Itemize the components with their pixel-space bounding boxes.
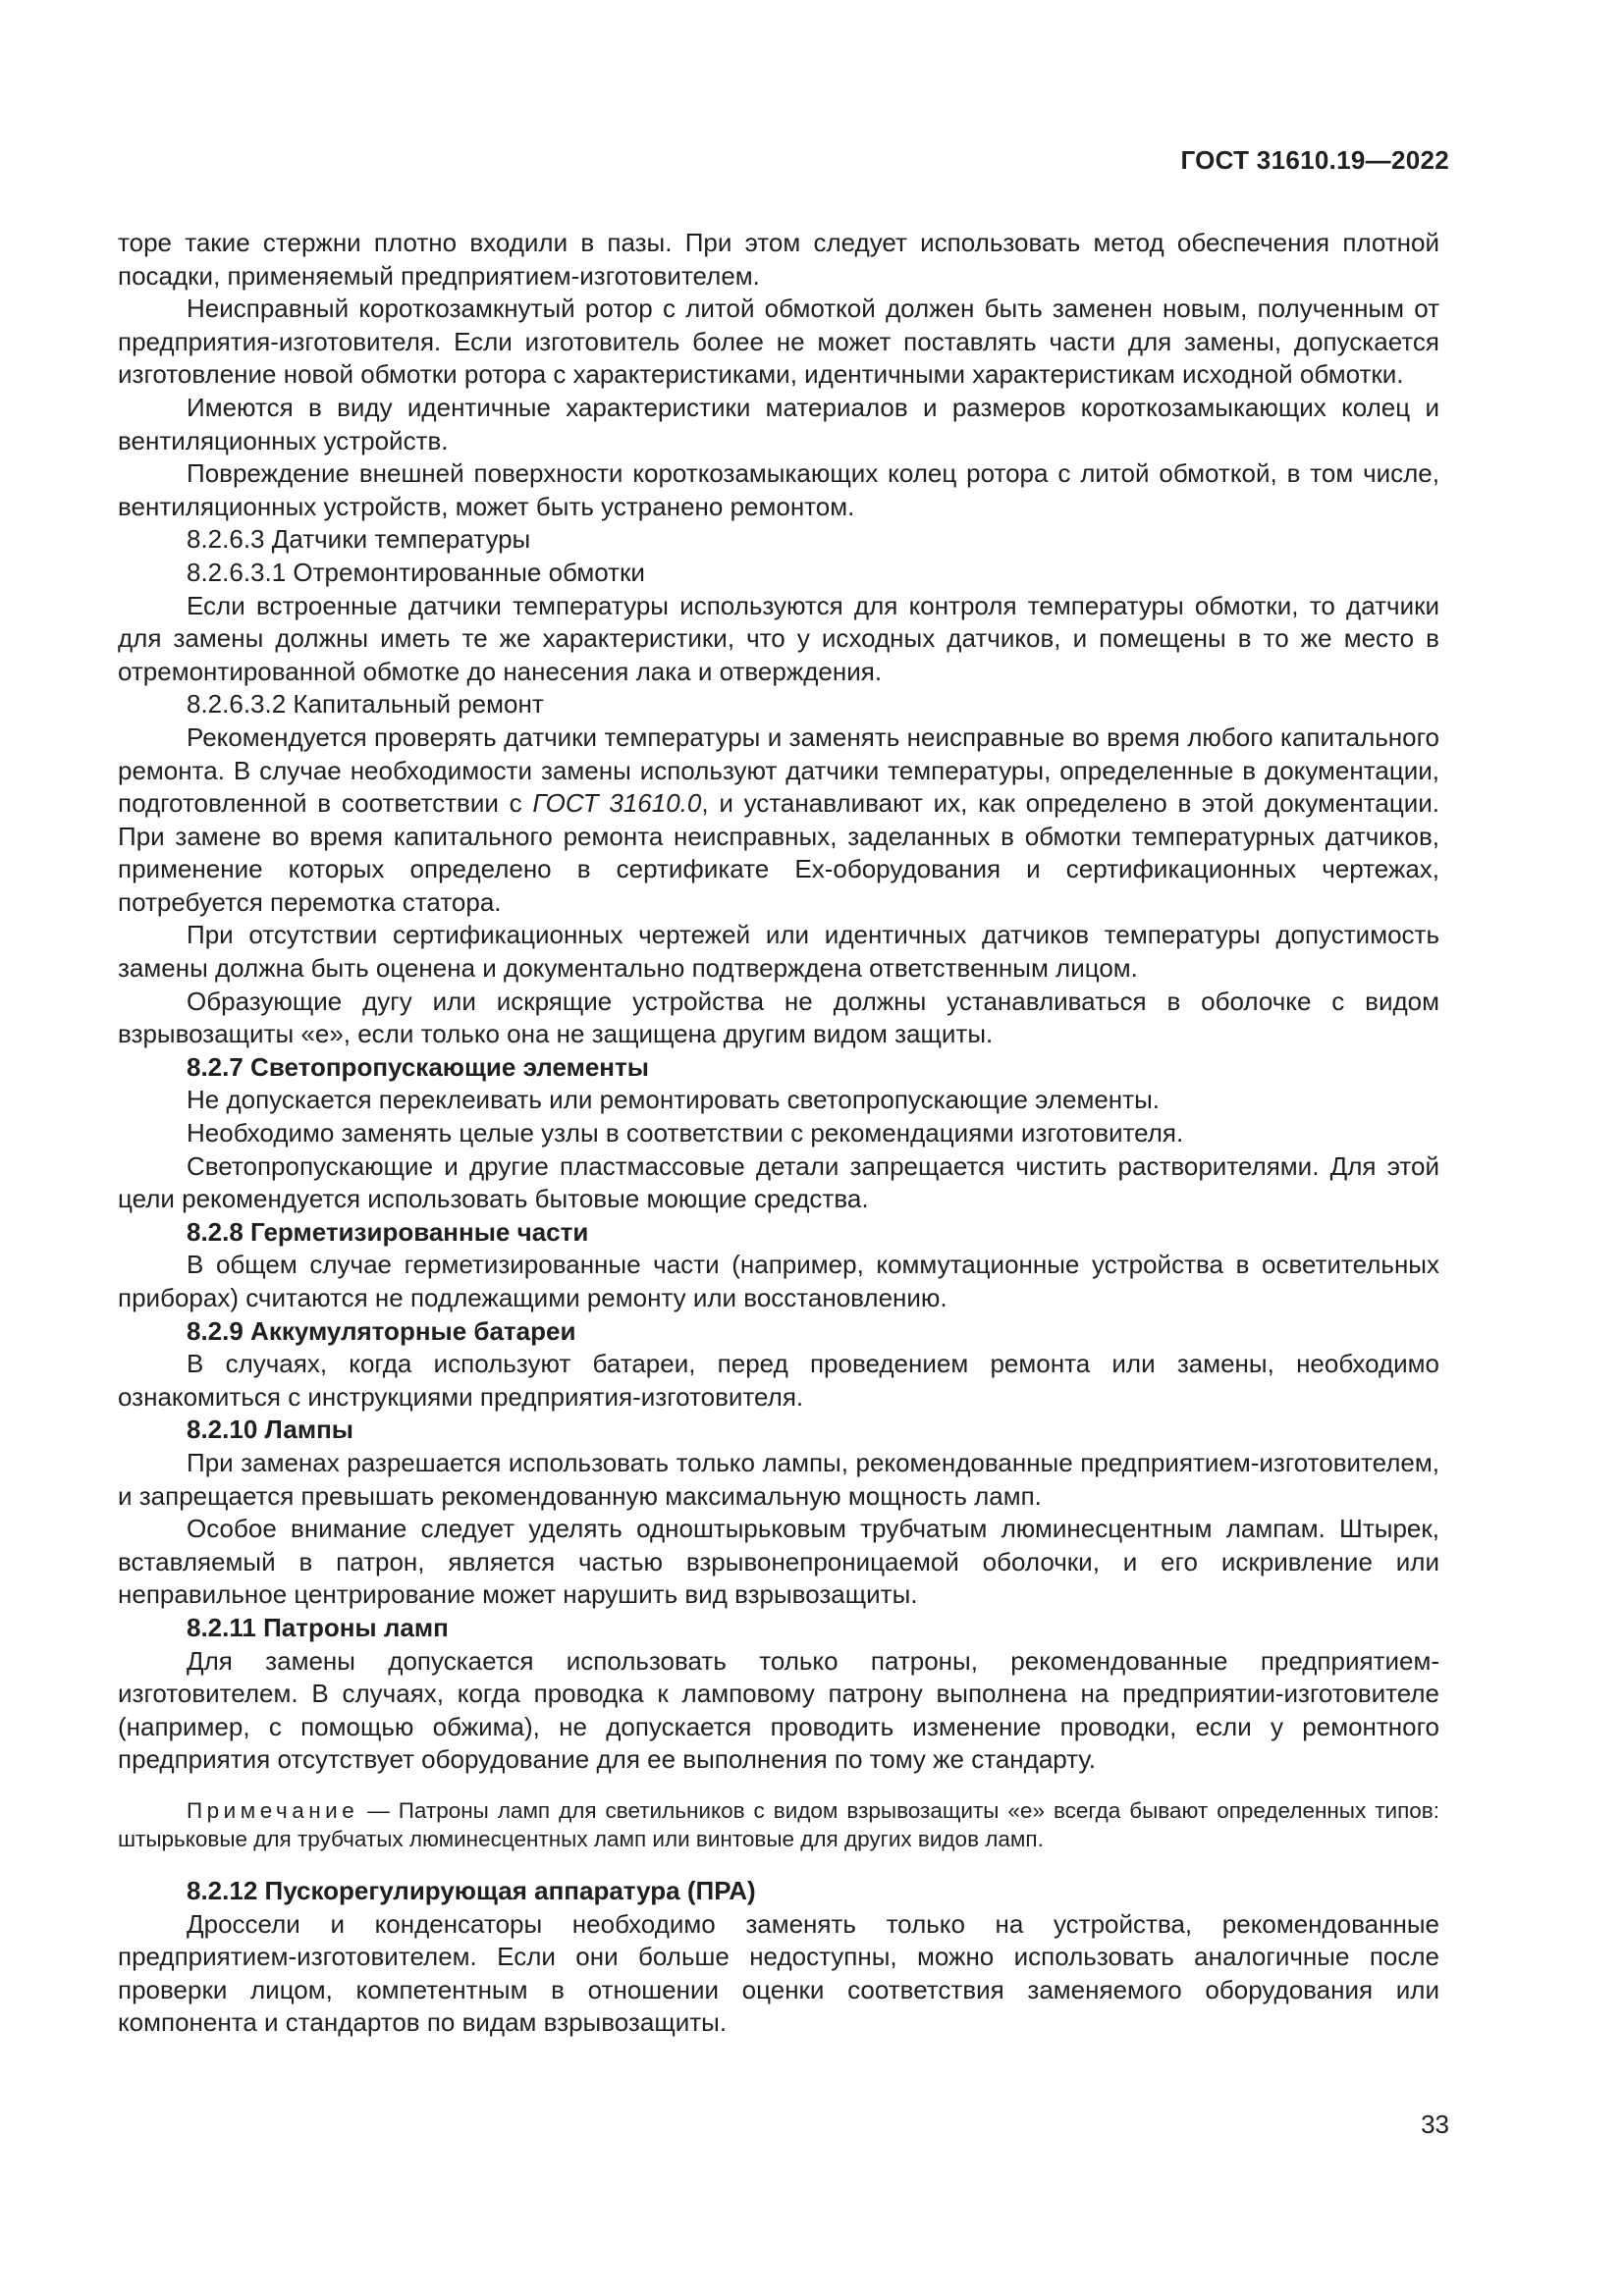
section-heading: 8.2.11 Патроны ламп xyxy=(187,1612,449,1642)
paragraph: торе такие стержни плотно входили в пазы. При этом следует использовать метод обеспечения плотной посадки, применяемый предприятием-изготовителем. xyxy=(118,228,1439,291)
subsection-heading: 8.2.6.3.1 Отремонтированные обмотки xyxy=(187,557,645,587)
section-heading: 8.2.8 Герметизированные части xyxy=(187,1216,589,1247)
paragraph: В случаях, когда используют батареи, перед проведением ремонта или замены, необходимо ознакомиться с инструкциями предприятия-изготовителя. xyxy=(118,1349,1439,1412)
paragraph: Повреждение внешней поверхности короткозамыкающих колец ротора с литой обмоткой, в том числе, вентиляционных устройств, может быть устранено ремонтом. xyxy=(118,458,1439,521)
section-heading: 8.2.12 Пускорегулирующая аппаратура (ПРА) xyxy=(187,1875,756,1905)
paragraph: Имеются в виду идентичные характеристики материалов и размеров короткозамыкающих колец и вентиляционных устройств. xyxy=(118,392,1439,455)
paragraph-text: , и устанавливают их, как определено в этой документации. При замене во время капитального ремонта неисправных, заделанных в обмотки температурных датчиков, применение которых определено в сертификате Ex-оборудования и сертификационных чертежах, потребуется перемотка статора. xyxy=(118,788,1439,917)
section-heading: 8.2.9 Аккумуляторные батареи xyxy=(187,1315,576,1346)
section-heading: 8.2.7 Светопропускающие элементы xyxy=(187,1051,649,1082)
section-heading: 8.2.10 Лампы xyxy=(187,1415,354,1445)
paragraph-text: Рекомендуется проверять датчики температуры и заменять неисправные во время любого капитального ремонта. В случае необходимости замены используют датчики температуры, определенные в документации, подготовленной в соответствии с xyxy=(118,721,1439,819)
document-header: ГОСТ 31610.19—2022 xyxy=(1180,145,1449,175)
paragraph: Неисправный короткозамкнутый ротор с литой обмоткой должен быть заменен новым, полученным от предприятия-изготовителя. Если изготовитель более не может поставлять части для замены, допускается изготовление новой обмотки ротора с характеристиками, идентичными характеристикам исходной обмотки. xyxy=(118,294,1439,390)
paragraph: При заменах разрешается использовать только лампы, рекомендованные предприятием-изготовителем, и запрещается превышать рекомендованную максимальную мощность ламп. xyxy=(118,1447,1439,1511)
paragraph: Для замены допускается использовать только патроны, рекомендованные предприятием-изготовителем. В случаях, когда проводка к ламповому патрону выполнена на предприятии-изготовителе (например, с помощью обжима), не допускается проводить изменение проводки, если у ремонтного предприятия отсутствует оборудование для ее выполнения по тому же стандарту. xyxy=(118,1645,1439,1775)
paragraph: Особое внимание следует уделять одноштырьковым трубчатым люминесцентным лампам. Штырек, вставляемый в патрон, является частью взрывонепроницаемой оболочки, и его искривление или неправильное центрирование может нарушить вид взрывозащиты. xyxy=(118,1514,1439,1610)
paragraph: При отсутствии сертификационных чертежей или идентичных датчиков температуры допустимость замены должна быть оценена и документально подтверждена ответственным лицом. xyxy=(118,920,1439,984)
paragraph: В общем случае герметизированные части (например, коммутационные устройства в осветительных приборах) считаются не подлежащими ремонту или восстановлению. xyxy=(118,1250,1439,1312)
page-number: 33 xyxy=(1421,2109,1449,2139)
paragraph: Если встроенные датчики температуры используются для контроля температуры обмотки, то датчики для замены должны иметь те же характеристики, что у исходных датчиков, и помещены в то же место в отремонтированной обмотке до нанесения лака и отверждения. xyxy=(118,590,1439,686)
paragraph: Образующие дугу или искрящие устройства не должны устанавливаться в оболочке с видом взрывозащиты «е», если только она не защищена другим видом защиты. xyxy=(118,986,1439,1049)
subsection-heading: 8.2.6.3.2 Капитальный ремонт xyxy=(187,689,544,720)
paragraph: Не допускается переклеивать или ремонтировать светопропускающие элементы. xyxy=(187,1085,1160,1115)
note-text: — Патроны ламп для светильников с видом взрывозащиты «е» всегда бывают определенных типов: штырьковые для трубчатых люминесцентных ламп или винтовые для других видов ламп. xyxy=(118,1797,1439,1851)
note-label: Примечание xyxy=(187,1797,359,1823)
paragraph xyxy=(118,721,1439,920)
subsection-heading: 8.2.6.3 Датчики температуры xyxy=(187,524,531,555)
standard-reference: ГОСТ 31610.0 xyxy=(532,788,702,819)
paragraph: Светопропускающие и другие пластмассовые детали запрещается чистить растворителями. Для этой цели рекомендуется использовать бытовые моющие средства. xyxy=(118,1150,1439,1214)
paragraph: Необходимо заменять целые узлы в соответствии с рекомендациями изготовителя. xyxy=(187,1118,1184,1148)
paragraph: Дроссели и конденсаторы необходимо заменять только на устройства, рекомендованные предприятием-изготовителем. Если они больше недоступны, можно использовать аналогичные после проверки лицом, компетентным в отношении оценки соответствия заменяемого оборудования или компонента и стандартов по видам взрывозащиты. xyxy=(118,1908,1439,2038)
note xyxy=(118,1796,1439,1853)
document-body xyxy=(118,227,1439,2040)
